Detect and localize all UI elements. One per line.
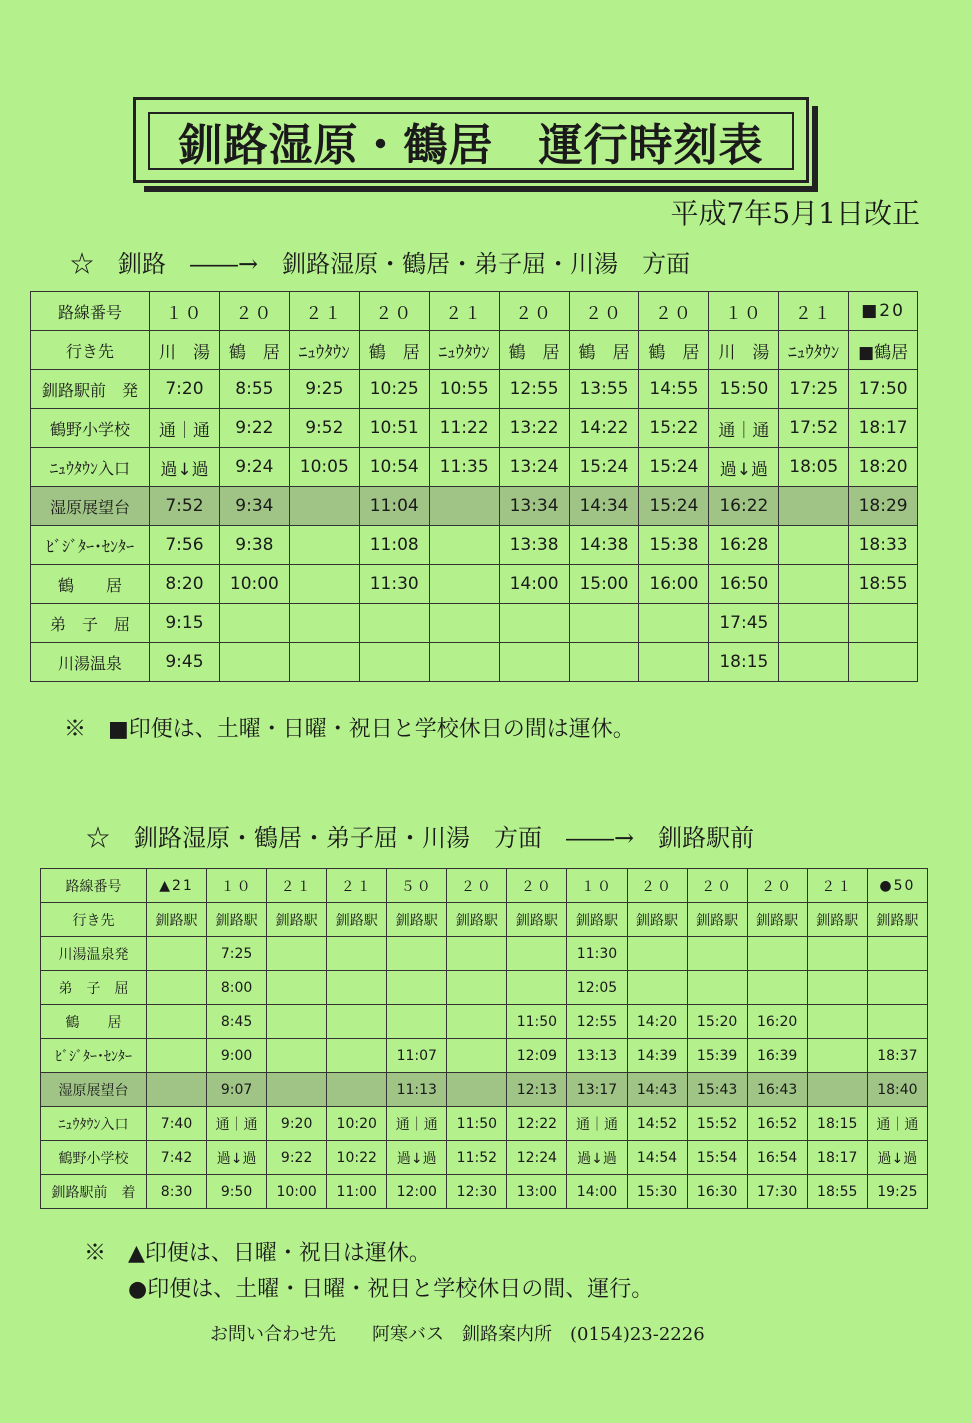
route-label: 路線番号 xyxy=(41,869,147,903)
departure-time: 14:20 xyxy=(627,1005,687,1039)
departure-time: 12:30 xyxy=(447,1175,507,1209)
departure-time: 通｜通 xyxy=(207,1107,267,1141)
destination: 鶴 居 xyxy=(639,331,709,370)
destination: ﾆｭｳﾀｳﾝ xyxy=(429,331,499,370)
departure-time: 10:00 xyxy=(219,565,289,604)
departure-time: 10:05 xyxy=(289,448,359,487)
departure-time: 10:54 xyxy=(359,448,429,487)
route-number: ２１ xyxy=(267,869,327,903)
destination: 釧路駅 xyxy=(387,903,447,937)
stop-row xyxy=(31,643,918,682)
stop-name: 釧路駅前 発 xyxy=(31,370,150,409)
route-number: ２０ xyxy=(219,292,289,331)
departure-time: 17:52 xyxy=(779,409,849,448)
departure-time: 通｜通 xyxy=(150,409,220,448)
departure-time xyxy=(147,1039,207,1073)
destination: 釧路駅 xyxy=(807,903,867,937)
departure-time xyxy=(359,643,429,682)
departure-time: 16:39 xyxy=(747,1039,807,1073)
destination: 川 湯 xyxy=(150,331,220,370)
departure-time xyxy=(267,1039,327,1073)
departure-time xyxy=(867,937,927,971)
departure-time: 12:55 xyxy=(499,370,569,409)
departure-time: 18:33 xyxy=(849,526,918,565)
departure-time: 15:24 xyxy=(639,448,709,487)
outbound-timetable xyxy=(30,291,918,682)
departure-time: 14:22 xyxy=(569,409,639,448)
stop-row xyxy=(31,604,918,643)
departure-time xyxy=(849,643,918,682)
route-row xyxy=(41,869,928,903)
destination: 釧路駅 xyxy=(747,903,807,937)
departure-time: 通｜通 xyxy=(387,1107,447,1141)
departure-time xyxy=(327,1073,387,1107)
destination-row xyxy=(41,903,928,937)
departure-time xyxy=(147,1005,207,1039)
route-number: ■20 xyxy=(849,292,918,331)
departure-time: 11:35 xyxy=(429,448,499,487)
departure-time: 16:00 xyxy=(639,565,709,604)
departure-time: 9:22 xyxy=(267,1141,327,1175)
destination: ■鶴居 xyxy=(849,331,918,370)
departure-time: 8:45 xyxy=(207,1005,267,1039)
departure-time xyxy=(447,937,507,971)
departure-time: 14:54 xyxy=(627,1141,687,1175)
route-number: ２０ xyxy=(639,292,709,331)
departure-time: 16:50 xyxy=(709,565,779,604)
destination: 鶴 居 xyxy=(359,331,429,370)
departure-time: 11:04 xyxy=(359,487,429,526)
destination-label: 行き先 xyxy=(31,331,150,370)
destination: 釧路駅 xyxy=(447,903,507,937)
departure-time: 9:38 xyxy=(219,526,289,565)
departure-time: 18:20 xyxy=(849,448,918,487)
departure-time: 過↓過 xyxy=(387,1141,447,1175)
departure-time: 過↓過 xyxy=(709,448,779,487)
departure-time xyxy=(219,643,289,682)
departure-time xyxy=(327,937,387,971)
departure-time xyxy=(507,937,567,971)
departure-time: 15:30 xyxy=(627,1175,687,1209)
stop-name: 弟 子 屈 xyxy=(31,604,150,643)
departure-time: 11:52 xyxy=(447,1141,507,1175)
departure-time xyxy=(807,1073,867,1107)
departure-time: 10:25 xyxy=(359,370,429,409)
departure-time xyxy=(429,565,499,604)
departure-time: 18:29 xyxy=(849,487,918,526)
departure-time: 通｜通 xyxy=(709,409,779,448)
destination: 鶴 居 xyxy=(499,331,569,370)
departure-time: 15:39 xyxy=(687,1039,747,1073)
departure-time: 11:50 xyxy=(447,1107,507,1141)
stop-row xyxy=(41,1175,928,1209)
departure-time: 18:05 xyxy=(779,448,849,487)
departure-time: 19:25 xyxy=(867,1175,927,1209)
departure-time xyxy=(267,937,327,971)
route-number: ２１ xyxy=(807,869,867,903)
departure-time: 17:25 xyxy=(779,370,849,409)
departure-time: 過↓過 xyxy=(567,1141,627,1175)
departure-time xyxy=(447,1005,507,1039)
stop-name: ﾆｭｳﾀｳﾝ入口 xyxy=(41,1107,147,1141)
stop-row xyxy=(41,1107,928,1141)
route-number: ２１ xyxy=(327,869,387,903)
departure-time xyxy=(807,1039,867,1073)
departure-time xyxy=(627,937,687,971)
route-number: ２０ xyxy=(747,869,807,903)
stop-row xyxy=(41,1073,928,1107)
stop-row xyxy=(31,409,918,448)
route-number: ２１ xyxy=(779,292,849,331)
departure-time: 11:08 xyxy=(359,526,429,565)
departure-time: 14:39 xyxy=(627,1039,687,1073)
departure-time: 7:20 xyxy=(150,370,220,409)
departure-time: 12:00 xyxy=(387,1175,447,1209)
departure-time: 9:15 xyxy=(150,604,220,643)
departure-time: 過↓過 xyxy=(207,1141,267,1175)
departure-time xyxy=(289,487,359,526)
departure-time: 13:17 xyxy=(567,1073,627,1107)
departure-time: 17:45 xyxy=(709,604,779,643)
stop-name: 弟 子 屈 xyxy=(41,971,147,1005)
departure-time: 12:05 xyxy=(567,971,627,1005)
destination: ﾆｭｳﾀｳﾝ xyxy=(289,331,359,370)
stop-name: ﾋﾞｼﾞﾀｰ･ｾﾝﾀｰ xyxy=(41,1039,147,1073)
departure-time: 8:20 xyxy=(150,565,220,604)
departure-time: 7:40 xyxy=(147,1107,207,1141)
departure-time xyxy=(429,526,499,565)
departure-time: 14:43 xyxy=(627,1073,687,1107)
departure-time xyxy=(289,604,359,643)
revision-date: 平成7年5月1日改正 xyxy=(670,197,920,230)
departure-time: 9:20 xyxy=(267,1107,327,1141)
departure-time: 12:55 xyxy=(567,1005,627,1039)
departure-time: 10:22 xyxy=(327,1141,387,1175)
route-number: ２０ xyxy=(499,292,569,331)
destination: ﾆｭｳﾀｳﾝ xyxy=(779,331,849,370)
departure-time: 12:13 xyxy=(507,1073,567,1107)
destination: 釧路駅 xyxy=(507,903,567,937)
departure-time: 18:15 xyxy=(807,1107,867,1141)
departure-time xyxy=(219,604,289,643)
departure-time: 11:50 xyxy=(507,1005,567,1039)
departure-time: 18:40 xyxy=(867,1073,927,1107)
route-number: ２１ xyxy=(289,292,359,331)
departure-time: 15:20 xyxy=(687,1005,747,1039)
departure-time xyxy=(507,971,567,1005)
title-frame xyxy=(133,97,809,183)
departure-time: 13:22 xyxy=(499,409,569,448)
route-number: ２０ xyxy=(569,292,639,331)
destination: 釧路駅 xyxy=(867,903,927,937)
departure-time xyxy=(429,643,499,682)
departure-time xyxy=(289,565,359,604)
departure-time: 13:38 xyxy=(499,526,569,565)
departure-time xyxy=(289,526,359,565)
departure-time xyxy=(807,1005,867,1039)
departure-time: 10:51 xyxy=(359,409,429,448)
stop-row xyxy=(31,487,918,526)
departure-time: 9:52 xyxy=(289,409,359,448)
departure-time: 12:09 xyxy=(507,1039,567,1073)
stop-name: ﾆｭｳﾀｳﾝ入口 xyxy=(31,448,150,487)
departure-time: 11:30 xyxy=(359,565,429,604)
departure-time: 過↓過 xyxy=(867,1141,927,1175)
inbound-note-circle: ●印便は、土曜・日曜・祝日と学校休日の間、運行。 xyxy=(128,1277,654,1302)
stop-name: 湿原展望台 xyxy=(41,1073,147,1107)
page-title: 釧路湿原・鶴居 運行時刻表 xyxy=(148,112,794,170)
destination: 川 湯 xyxy=(709,331,779,370)
stop-row xyxy=(41,1141,928,1175)
departure-time xyxy=(807,971,867,1005)
stop-name: 川湯温泉発 xyxy=(41,937,147,971)
destination-row xyxy=(31,331,918,370)
departure-time xyxy=(569,643,639,682)
departure-time: 10:20 xyxy=(327,1107,387,1141)
departure-time xyxy=(627,971,687,1005)
departure-time: 10:00 xyxy=(267,1175,327,1209)
stop-name: 湿原展望台 xyxy=(31,487,150,526)
departure-time: 7:56 xyxy=(150,526,220,565)
departure-time: 9:25 xyxy=(289,370,359,409)
departure-time xyxy=(867,1005,927,1039)
departure-time: 13:55 xyxy=(569,370,639,409)
departure-time: 11:00 xyxy=(327,1175,387,1209)
departure-time: 14:55 xyxy=(639,370,709,409)
departure-time: 通｜通 xyxy=(567,1107,627,1141)
stop-row xyxy=(41,937,928,971)
destination: 釧路駅 xyxy=(687,903,747,937)
departure-time: 16:28 xyxy=(709,526,779,565)
departure-time: 13:13 xyxy=(567,1039,627,1073)
stop-row xyxy=(31,448,918,487)
departure-time xyxy=(429,604,499,643)
departure-time xyxy=(867,971,927,1005)
departure-time xyxy=(387,937,447,971)
inbound-note-triangle: ※ ▲印便は、日曜・祝日は運休。 xyxy=(84,1241,431,1266)
departure-time xyxy=(499,643,569,682)
departure-time xyxy=(327,971,387,1005)
inbound-timetable xyxy=(40,868,928,1209)
departure-time xyxy=(387,1005,447,1039)
departure-time: 9:00 xyxy=(207,1039,267,1073)
stop-name: 鶴野小学校 xyxy=(41,1141,147,1175)
departure-time: 14:34 xyxy=(569,487,639,526)
departure-time: 11:07 xyxy=(387,1039,447,1073)
departure-time: 13:00 xyxy=(507,1175,567,1209)
departure-time xyxy=(447,1039,507,1073)
departure-time xyxy=(387,971,447,1005)
route-number: １０ xyxy=(709,292,779,331)
departure-time: 17:50 xyxy=(849,370,918,409)
route-number: ２０ xyxy=(359,292,429,331)
departure-time xyxy=(779,487,849,526)
destination: 釧路駅 xyxy=(627,903,687,937)
departure-time xyxy=(289,643,359,682)
departure-time: 14:52 xyxy=(627,1107,687,1141)
route-label: 路線番号 xyxy=(31,292,150,331)
departure-time: 9:07 xyxy=(207,1073,267,1107)
departure-time xyxy=(807,937,867,971)
route-number: ５０ xyxy=(387,869,447,903)
destination: 鶴 居 xyxy=(219,331,289,370)
departure-time xyxy=(639,643,709,682)
stop-row xyxy=(31,526,918,565)
departure-time: 9:34 xyxy=(219,487,289,526)
departure-time xyxy=(447,1073,507,1107)
departure-time xyxy=(267,971,327,1005)
departure-time xyxy=(779,565,849,604)
departure-time: 13:34 xyxy=(499,487,569,526)
departure-time: 18:55 xyxy=(849,565,918,604)
departure-time xyxy=(687,971,747,1005)
departure-time: 18:15 xyxy=(709,643,779,682)
departure-time xyxy=(147,1073,207,1107)
departure-time: 14:00 xyxy=(499,565,569,604)
departure-time xyxy=(747,971,807,1005)
stop-row xyxy=(41,1039,928,1073)
departure-time: 18:17 xyxy=(849,409,918,448)
destination: 釧路駅 xyxy=(567,903,627,937)
stop-row xyxy=(41,971,928,1005)
departure-time: 9:45 xyxy=(150,643,220,682)
stop-row xyxy=(41,1005,928,1039)
stop-name: 鶴 居 xyxy=(31,565,150,604)
departure-time: 通｜通 xyxy=(867,1107,927,1141)
departure-time: 過↓過 xyxy=(150,448,220,487)
departure-time xyxy=(779,643,849,682)
departure-time: 8:00 xyxy=(207,971,267,1005)
departure-time: 9:22 xyxy=(219,409,289,448)
departure-time xyxy=(569,604,639,643)
departure-time: 16:20 xyxy=(747,1005,807,1039)
departure-time xyxy=(267,1073,327,1107)
route-number: ●50 xyxy=(867,869,927,903)
route-number: ▲21 xyxy=(147,869,207,903)
departure-time: 11:22 xyxy=(429,409,499,448)
departure-time: 9:50 xyxy=(207,1175,267,1209)
departure-time xyxy=(267,1005,327,1039)
stop-row xyxy=(31,565,918,604)
stop-row xyxy=(31,370,918,409)
stop-name: ﾋﾞｼﾞﾀｰ･ｾﾝﾀｰ xyxy=(31,526,150,565)
departure-time: 16:22 xyxy=(709,487,779,526)
departure-time: 13:24 xyxy=(499,448,569,487)
destination: 釧路駅 xyxy=(267,903,327,937)
departure-time xyxy=(359,604,429,643)
departure-time: 12:24 xyxy=(507,1141,567,1175)
departure-time: 7:52 xyxy=(150,487,220,526)
route-number: ２１ xyxy=(429,292,499,331)
stop-name: 鶴 居 xyxy=(41,1005,147,1039)
route-number: ２０ xyxy=(507,869,567,903)
route-number: ２０ xyxy=(627,869,687,903)
departure-time: 9:24 xyxy=(219,448,289,487)
destination: 鶴 居 xyxy=(569,331,639,370)
departure-time: 15:22 xyxy=(639,409,709,448)
departure-time xyxy=(639,604,709,643)
departure-time xyxy=(429,487,499,526)
departure-time: 15:52 xyxy=(687,1107,747,1141)
stop-name: 川湯温泉 xyxy=(31,643,150,682)
departure-time xyxy=(147,937,207,971)
departure-time xyxy=(687,937,747,971)
destination: 釧路駅 xyxy=(147,903,207,937)
route-number: １０ xyxy=(567,869,627,903)
departure-time: 7:25 xyxy=(207,937,267,971)
route-number: ２０ xyxy=(687,869,747,903)
outbound-heading: ☆ 釧路 ――→ 釧路湿原・鶴居・弟子屈・川湯 方面 xyxy=(70,250,691,278)
departure-time: 18:17 xyxy=(807,1141,867,1175)
departure-time xyxy=(779,604,849,643)
stop-name: 釧路駅前 着 xyxy=(41,1175,147,1209)
route-row xyxy=(31,292,918,331)
departure-time: 14:00 xyxy=(567,1175,627,1209)
departure-time xyxy=(849,604,918,643)
departure-time: 10:55 xyxy=(429,370,499,409)
departure-time: 15:50 xyxy=(709,370,779,409)
departure-time: 15:38 xyxy=(639,526,709,565)
departure-time xyxy=(447,971,507,1005)
inbound-heading: ☆ 釧路湿原・鶴居・弟子屈・川湯 方面 ――→ 釧路駅前 xyxy=(86,824,755,852)
departure-time: 11:30 xyxy=(567,937,627,971)
departure-time: 14:38 xyxy=(569,526,639,565)
departure-time: 15:00 xyxy=(569,565,639,604)
destination: 釧路駅 xyxy=(207,903,267,937)
stop-name: 鶴野小学校 xyxy=(31,409,150,448)
departure-time: 18:37 xyxy=(867,1039,927,1073)
departure-time: 17:30 xyxy=(747,1175,807,1209)
contact-info: お問い合わせ先 阿寒バス 釧路案内所 (0154)23-2226 xyxy=(210,1324,705,1345)
outbound-note: ※ ■印便は、土曜・日曜・祝日と学校休日の間は運休。 xyxy=(64,717,635,742)
departure-time: 12:22 xyxy=(507,1107,567,1141)
departure-time xyxy=(327,1005,387,1039)
departure-time: 16:52 xyxy=(747,1107,807,1141)
departure-time xyxy=(747,937,807,971)
destination-label: 行き先 xyxy=(41,903,147,937)
departure-time: 7:42 xyxy=(147,1141,207,1175)
route-number: ２０ xyxy=(447,869,507,903)
route-number: １０ xyxy=(150,292,220,331)
departure-time xyxy=(147,971,207,1005)
departure-time: 15:43 xyxy=(687,1073,747,1107)
destination: 釧路駅 xyxy=(327,903,387,937)
departure-time xyxy=(499,604,569,643)
departure-time: 16:30 xyxy=(687,1175,747,1209)
departure-time: 16:43 xyxy=(747,1073,807,1107)
departure-time: 15:54 xyxy=(687,1141,747,1175)
departure-time: 8:30 xyxy=(147,1175,207,1209)
route-number: １０ xyxy=(207,869,267,903)
departure-time: 11:13 xyxy=(387,1073,447,1107)
departure-time xyxy=(327,1039,387,1073)
departure-time: 15:24 xyxy=(639,487,709,526)
departure-time: 15:24 xyxy=(569,448,639,487)
departure-time: 16:54 xyxy=(747,1141,807,1175)
departure-time: 18:55 xyxy=(807,1175,867,1209)
departure-time: 8:55 xyxy=(219,370,289,409)
departure-time xyxy=(779,526,849,565)
